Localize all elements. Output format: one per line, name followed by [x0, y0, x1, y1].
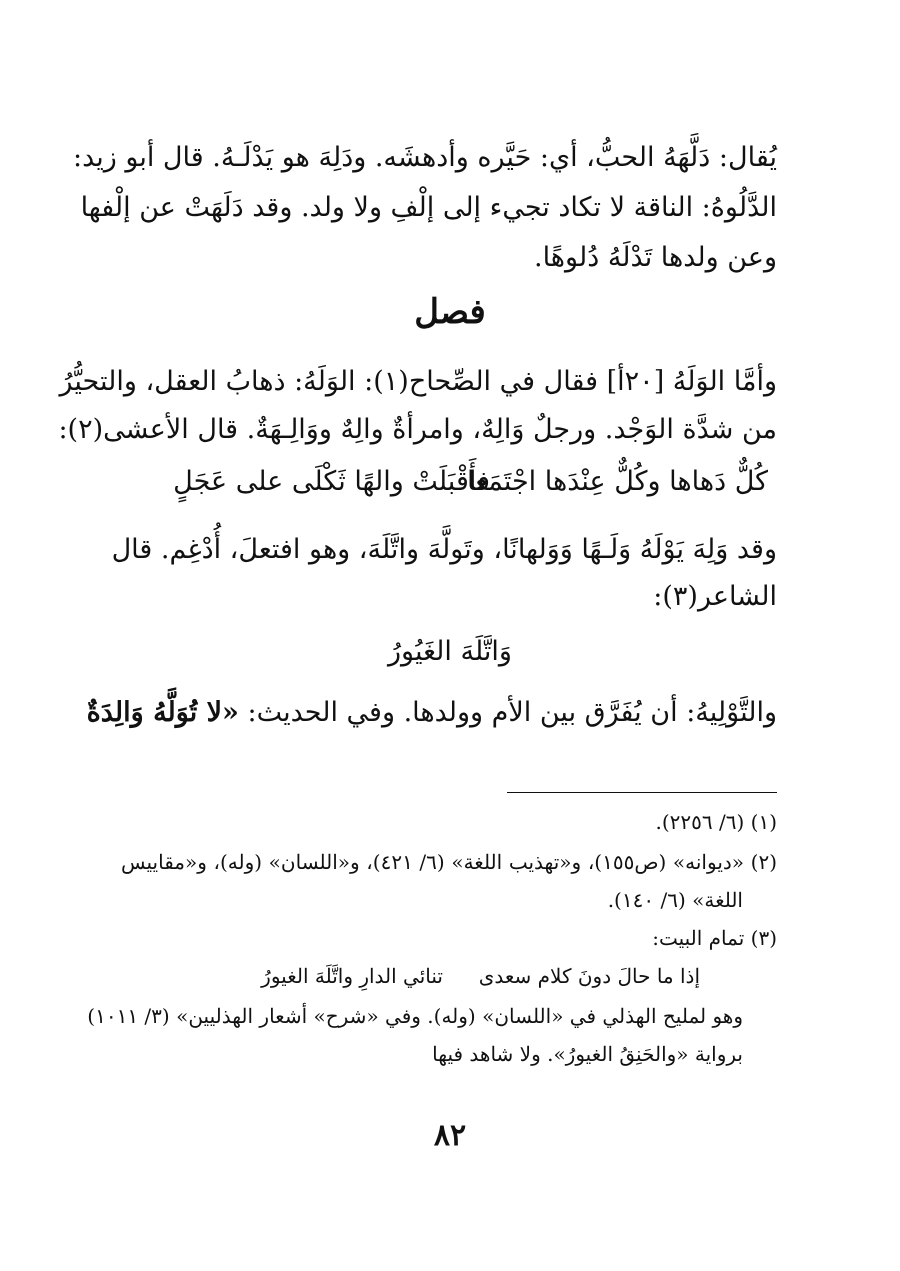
- section-line-3: وقد وَلِهَ يَوْلَهُ وَلَـهًا وَوَلهانًا، وتَولَّهَ واتَّلَهَ، وهو افتعلَ، أُدْغِم. قال: [111, 534, 777, 565]
- footnote-2-line-2: اللغة» (٦/ ١٤٠).: [607, 888, 743, 912]
- footnote-3-line-1: (٣) تمام البيت:: [652, 926, 777, 950]
- footnote-3-verse-second: تنائي الدارِ واتَّلَهَ الغيورُ: [261, 964, 443, 988]
- footnote-separator: [507, 792, 777, 793]
- section-line-1: وأمَّا الوَلَهُ [٢٠أ] فقال في الصِّحاح(١): الوَلَهُ: ذهابُ العقل، والتحيُّرُ: [59, 366, 777, 397]
- verse-second-hemistich: كُلٌّ دَهاها وكُلٌّ عِنْدَها اجْتَمَعا: [466, 466, 768, 497]
- footnote-3-line-3: برواية «والحَنِقُ الغيورُ». ولا شاهد فيها: [432, 1042, 743, 1066]
- intro-line-3: وعن ولدها تَدْلَهُ دُلوهًا.: [534, 242, 777, 273]
- footnote-1: (١) (٦/ ٢٢٥٦).: [655, 810, 777, 834]
- intro-line-2: الدَّلُوهُ: الناقة لا تكاد تجيء إلى إلْفِ ولا ولد. وقد دَلَهَتْ عن إلْفها: [80, 192, 777, 223]
- verse-first-hemistich: فأَقْبَلَتْ والهًا ثَكْلَى على عَجَلٍ: [173, 466, 490, 497]
- section-line-4: الشاعر(٣):: [653, 581, 777, 612]
- section-line-2: من شدَّة الوَجْد. ورجلٌ وَالِهٌ، وامرأةٌ والِهٌ ووَالِـهَةٌ. قال الأعشى(٢):: [58, 414, 777, 445]
- intro-line-1: يُقال: دَلَّهَهُ الحبُّ، أي: حَيَّره وأدهشَه. ودَلِهَ هو يَدْلَـهُ. قال أبو زيد:: [72, 142, 777, 173]
- footnote-3-line-2: وهو لمليح الهذلي في «اللسان» (وله). وفي «شرح» أشعار الهذليين» (٣/ ١٠١١): [87, 1004, 743, 1028]
- poetry-quote: وَاتَّلَهَ الغَيُورُ: [388, 636, 512, 667]
- hadith-quote: «لا تُوَلَّهُ وَالِدَةٌ: [86, 697, 239, 728]
- footnote-3-verse-first: إذا ما حالَ دونَ كلام سعدى: [478, 964, 700, 988]
- section-line-5: [86, 693, 777, 733]
- page-number: ٨٢: [433, 1118, 467, 1153]
- footnote-2-line-1: (٢) «ديوانه» (ص١٥٥)، و«تهذيب اللغة» (٦/ ٤٢١)، و«اللسان» (وله)، و«مقاييس: [121, 850, 778, 874]
- section-heading: فصل: [414, 292, 486, 332]
- section-line-5-text: والتَّوْلِيهُ: أن يُفَرَّق بين الأم وولدها. وفي الحديث:: [238, 697, 777, 728]
